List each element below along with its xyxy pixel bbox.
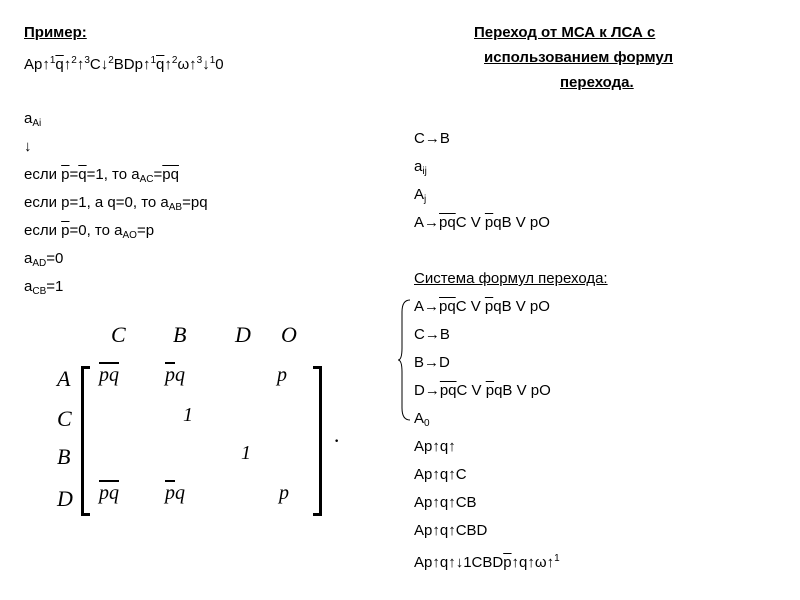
cell-d-b: $\overline{p}q$ [165,482,185,504]
matrix-dot: · [333,428,341,453]
a-j-line: $A_j$ [414,186,427,205]
lsa-step-2: Ap↑q↑C [414,466,467,483]
matrix-col-b: B [173,322,187,347]
a-ij-line: $a_{ij}$ [414,158,427,177]
system-formula-d: $D\to\overline{pq}C$ V $\overline{p}qB$ V pO [414,382,551,399]
lsa-step-5: $Ap↑q↑↓1CBD\overline{p}↑q↑\omega↑^1$ [414,553,560,571]
cell-d-o: p [279,482,289,504]
condition-2: если p=1, а q=0, то $a_{AB}=pq$ [24,194,208,213]
lsa-step-3: Ap↑q↑CB [414,494,477,511]
a-cb-line: $a_{CB}=1$ [24,278,64,297]
cell-a-b: $\overline{p}q$ [165,364,185,386]
transition-matrix [55,318,355,518]
matrix-row-d: D [57,486,73,511]
lsa-step-4: Ap↑q↑CBD [414,522,488,539]
right-title-line-2: использованием формул [484,49,674,66]
matrix-row-c: C [57,406,72,431]
matrix-col-c: C [111,322,126,347]
cell-a-c: $\overline{pq}$ [99,364,119,386]
cell-c-b: 1 [183,404,193,426]
system-formula-c: C→B [414,326,450,343]
c-to-b: C→B [414,130,450,147]
matrix-row-a: A [57,366,71,391]
matrix-col-d: D [235,322,251,347]
system-formula-a: $A\to\overline{pq}C$ V $\overline{p}qB$ V pO [414,298,550,315]
cell-b-d: 1 [241,442,251,464]
matrix-right-bracket [313,366,322,516]
matrix-col-o: O [281,322,297,347]
a-ad-line: $a_{AD}=0$ [24,250,64,269]
system-formula-b: B→D [414,354,450,371]
a-ai-line: $a_{Ai}$ [24,110,42,129]
sequence-line: $Ap↑^1\overline{q}↑^2↑^3C↓^2BDp↑^1\overline{q}↑^2\omega↑^3↓^10$ [24,55,224,73]
down-arrow: ↓ [24,138,32,155]
system-title: Система формул перехода: [414,270,608,287]
a-zero-line: $A_0$ [414,410,430,429]
formula-a: $A\to\overline{pq}C$ V $\overline{p}qB$ V pO [414,214,550,231]
cell-a-o: p [277,364,287,386]
right-title-line-3: перехода. [560,74,634,91]
matrix-left-bracket [81,366,90,516]
condition-1: если $\overline{p}=\overline{q}=1$, то $a_{AC}=\overline{pq}$ [24,166,179,185]
system-brace [398,298,412,422]
cell-d-c: $\overline{pq}$ [99,482,119,504]
condition-3: если $\overline{p}=0$, то $a_{AO}=p$ [24,222,155,241]
matrix-row-b: B [57,444,71,469]
example-title: Пример: [24,24,87,41]
lsa-step-1: Ap↑q↑ [414,438,456,455]
right-title-line-1: Переход от МСА к ЛСА с [474,24,656,41]
